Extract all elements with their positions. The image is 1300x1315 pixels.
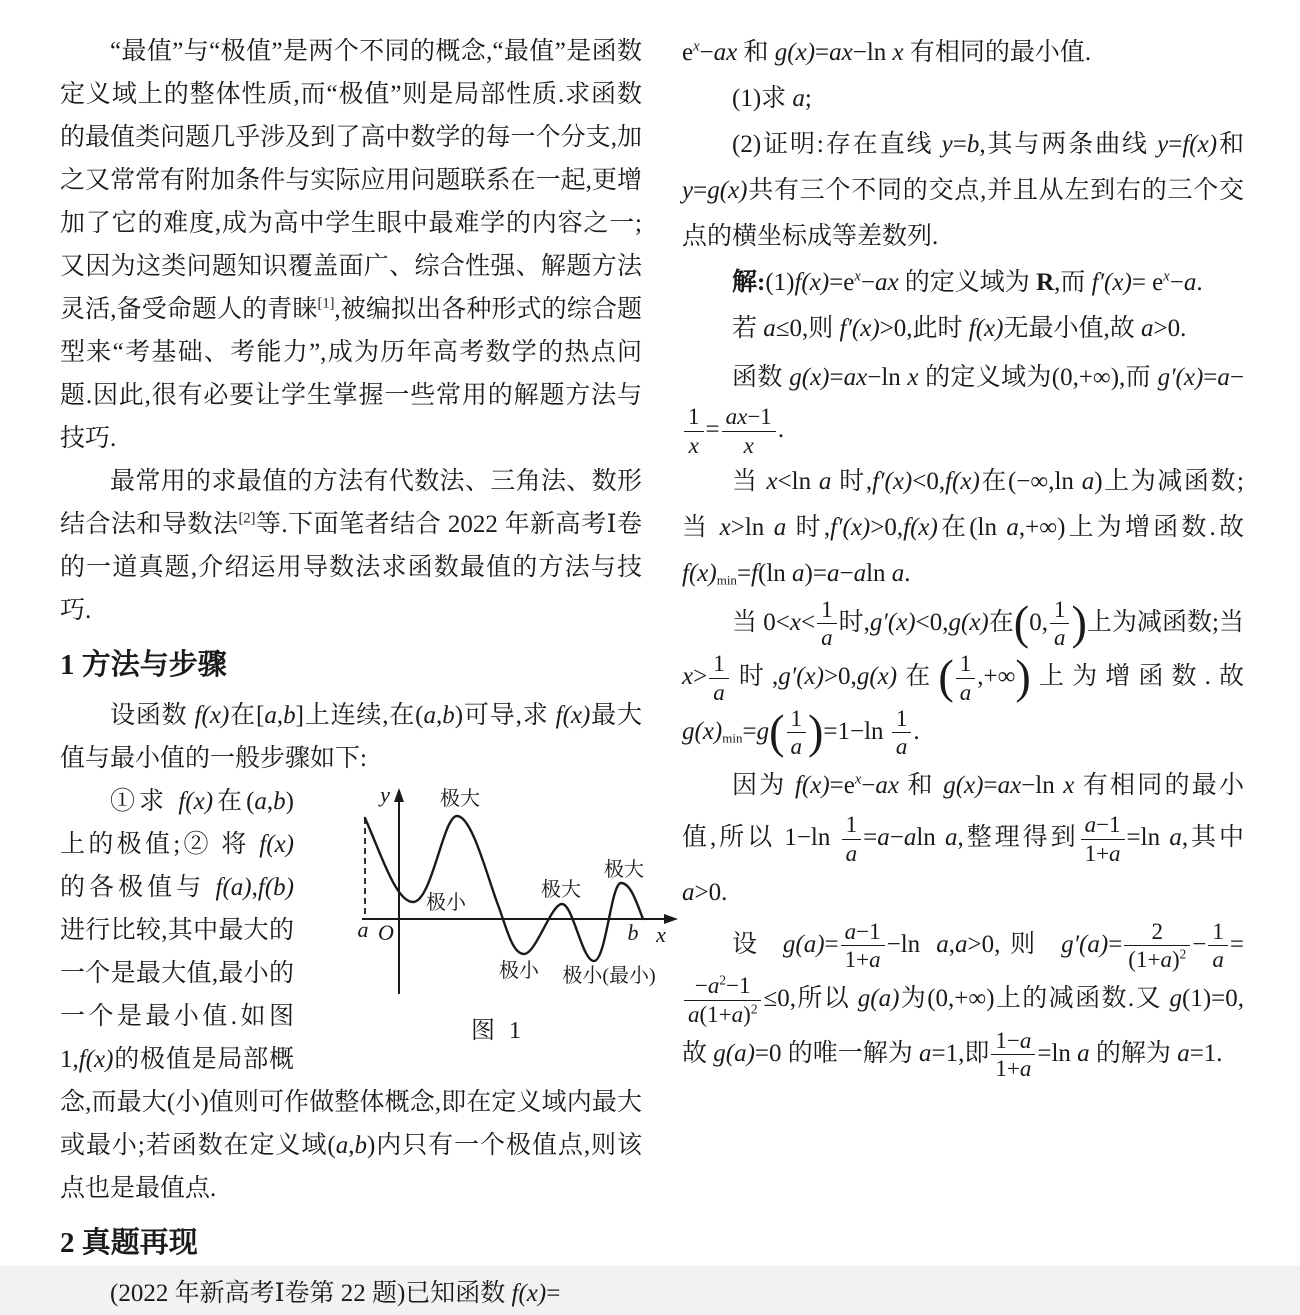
axis-label-y: y (380, 782, 390, 807)
problem-part-2: (2)证明:存在直线 y=b,其与两条曲线 y=f(x)和 y=g(x)共有三个不同的交点,并且从左到右的三个交点的横坐标成等差数列. (682, 131, 1244, 250)
solution-paragraph-6: 因为 $f(x)=e^x-ax$ 和 g(x)=ax−ln x 有相同的最小值,所以 1−ln $\frac{1}{a}$ =a−aln a,整理得到 $\frac{a-1}{1+a}$ =ln a,其中 a>0. (682, 771, 1244, 906)
x-axis-arrow (664, 914, 678, 924)
solution-paragraph-7: 设 g(a)= $\frac{a-1}{1+a}$ −ln a,a>0,则 g′(a)= $\frac{2}{(1+a)^2}$ − $\frac{1}{a}$ = $\frac{-a^2-1}{a(1+a)^2}$ ≤0,所以 g(a)为(0,+∞)上的减函数.又 g(1)=0,故 g(a)=0 的唯一解为 a=1,即 $\frac{1-a}{1+a}$ =ln a 的解为 a=1. (682, 918, 1244, 1082)
intro-paragraph-2: 最常用的求最值的方法有代数法、三角法、数形结合法和导数法[2]等.下面笔者结合 2022 年新高考Ⅰ卷的一道真题,介绍运用导数法求函数最值的方法与技巧. (60, 468, 642, 624)
extremum-label-max2: 极大 (541, 879, 581, 901)
steps-text: ①求 f(x)在(a,b) 上的极值;② 将 f(x) 的各极值与 f(a),f(b)进行比较,其中最大的一个是最大值,最小的一个是最小值.如图 1,f(x)的极值是局部概念,而最大(小)值则可作做整体概念,即在定义域内最大或最小;若函数在定义域(a,b)内只有一个极值点,则该点也是最值点. (60, 788, 642, 1202)
extremum-label-min1: 极小 (426, 892, 466, 914)
problem-part-1: (1)求 a; (732, 85, 812, 112)
solution-paragraph-3: 函数 g(x)=ax−ln x 的定义域为(0,+∞),而 g′(x)=a− $\frac{1}{x}$ = $\frac{ax-1}{x}$ . (682, 352, 1244, 459)
steps-paragraph (60, 780, 666, 1210)
right-column (682, 30, 1244, 1082)
function-curve (365, 816, 643, 961)
section-heading-problem: 2 真题再现 (60, 1227, 198, 1259)
problem-intro-paragraph: (2022 年新高考Ⅰ卷第 22 题)已知函数 f(x)= (110, 1280, 561, 1307)
extremum-label-min3: 极小(最小) (562, 965, 656, 987)
methods-paragraph: 设函数 f(x)在[a,b]上连续,在(a,b)可导,求 f(x)最大值与最小值的一般步骤如下: (60, 702, 643, 772)
solution-paragraph-4: 当 x<ln a 时,f′(x)<0,f(x)在(−∞,ln a)上为减函数;当 x>ln a 时,f′(x)>0,f(x)在(ln a,+∞)上为增函数.故 $f(x)_{min}=f(\ln$ a)=a−aln a. (682, 467, 1244, 587)
left-column (60, 30, 666, 1315)
extremum-label-max3: 极大 (604, 859, 644, 881)
figure-1 (304, 782, 666, 1046)
axis-label-a: a (357, 917, 369, 942)
axis-label-origin: O (378, 920, 394, 945)
intro-paragraph-1: “最值”与“极值”是两个不同的概念,“最值”是函数定义域上的整体性质,而“极值”则是局部性质.求函数的最值类问题几乎涉及到了高中数学的每一个分支,加之又常常有附加条件与实际应用问题联系在一起,更增加了它的难度,成为高中学生眼中最难学的内容之一;又因为这类问题知识覆盖面广、综合性强、解题方法灵活,备受命题人的青睐[1],被编拟出各种形式的综合题型来“考基础、考能力”,成为历年高考数学的热点问题.因此,很有必要让学生掌握一些常用的解题方法与技巧. (60, 38, 642, 452)
problem-continuation: $e^x-ax$ 和 g(x)=ax−ln x 有相同的最小值. (682, 38, 1092, 66)
solution-paragraph-1: 解$:(1)f(x)=e^x-ax$ 的定义域为 R,而 $f'(x)= e^x-a$. (732, 268, 1203, 296)
extremum-label-max1: 极大 (440, 788, 480, 810)
figure-1-plot (354, 784, 692, 1000)
axis-label-b: b (627, 920, 639, 945)
section-heading-methods: 1 方法与步骤 (60, 649, 227, 681)
solution-paragraph-2: 若 a≤0,则 f′(x)>0,此时 f(x)无最小值,故 a>0. (732, 315, 1187, 342)
solution-paragraph-5: 当 0<x< $\frac{1}{a}$ 时,g′(x)<0,g(x)在 ( 0, $\frac{1}{a}$ ) 上为减函数;当 x> $\frac{1}{a}$ 时,g′(x)>0,g(x)在 ( $\frac{1}{a}$ ,+∞ ) 上为增函数.故 $g(x)_{min}=g$ ( $\frac{1}{a}$ ) =1−ln $\frac{1}{a}$ . (682, 597, 1244, 761)
extremum-label-min2: 极小 (499, 960, 539, 982)
axis-label-x: x (656, 922, 666, 947)
y-axis-arrow (394, 788, 404, 802)
figure-caption: 图 1 (471, 1018, 525, 1044)
